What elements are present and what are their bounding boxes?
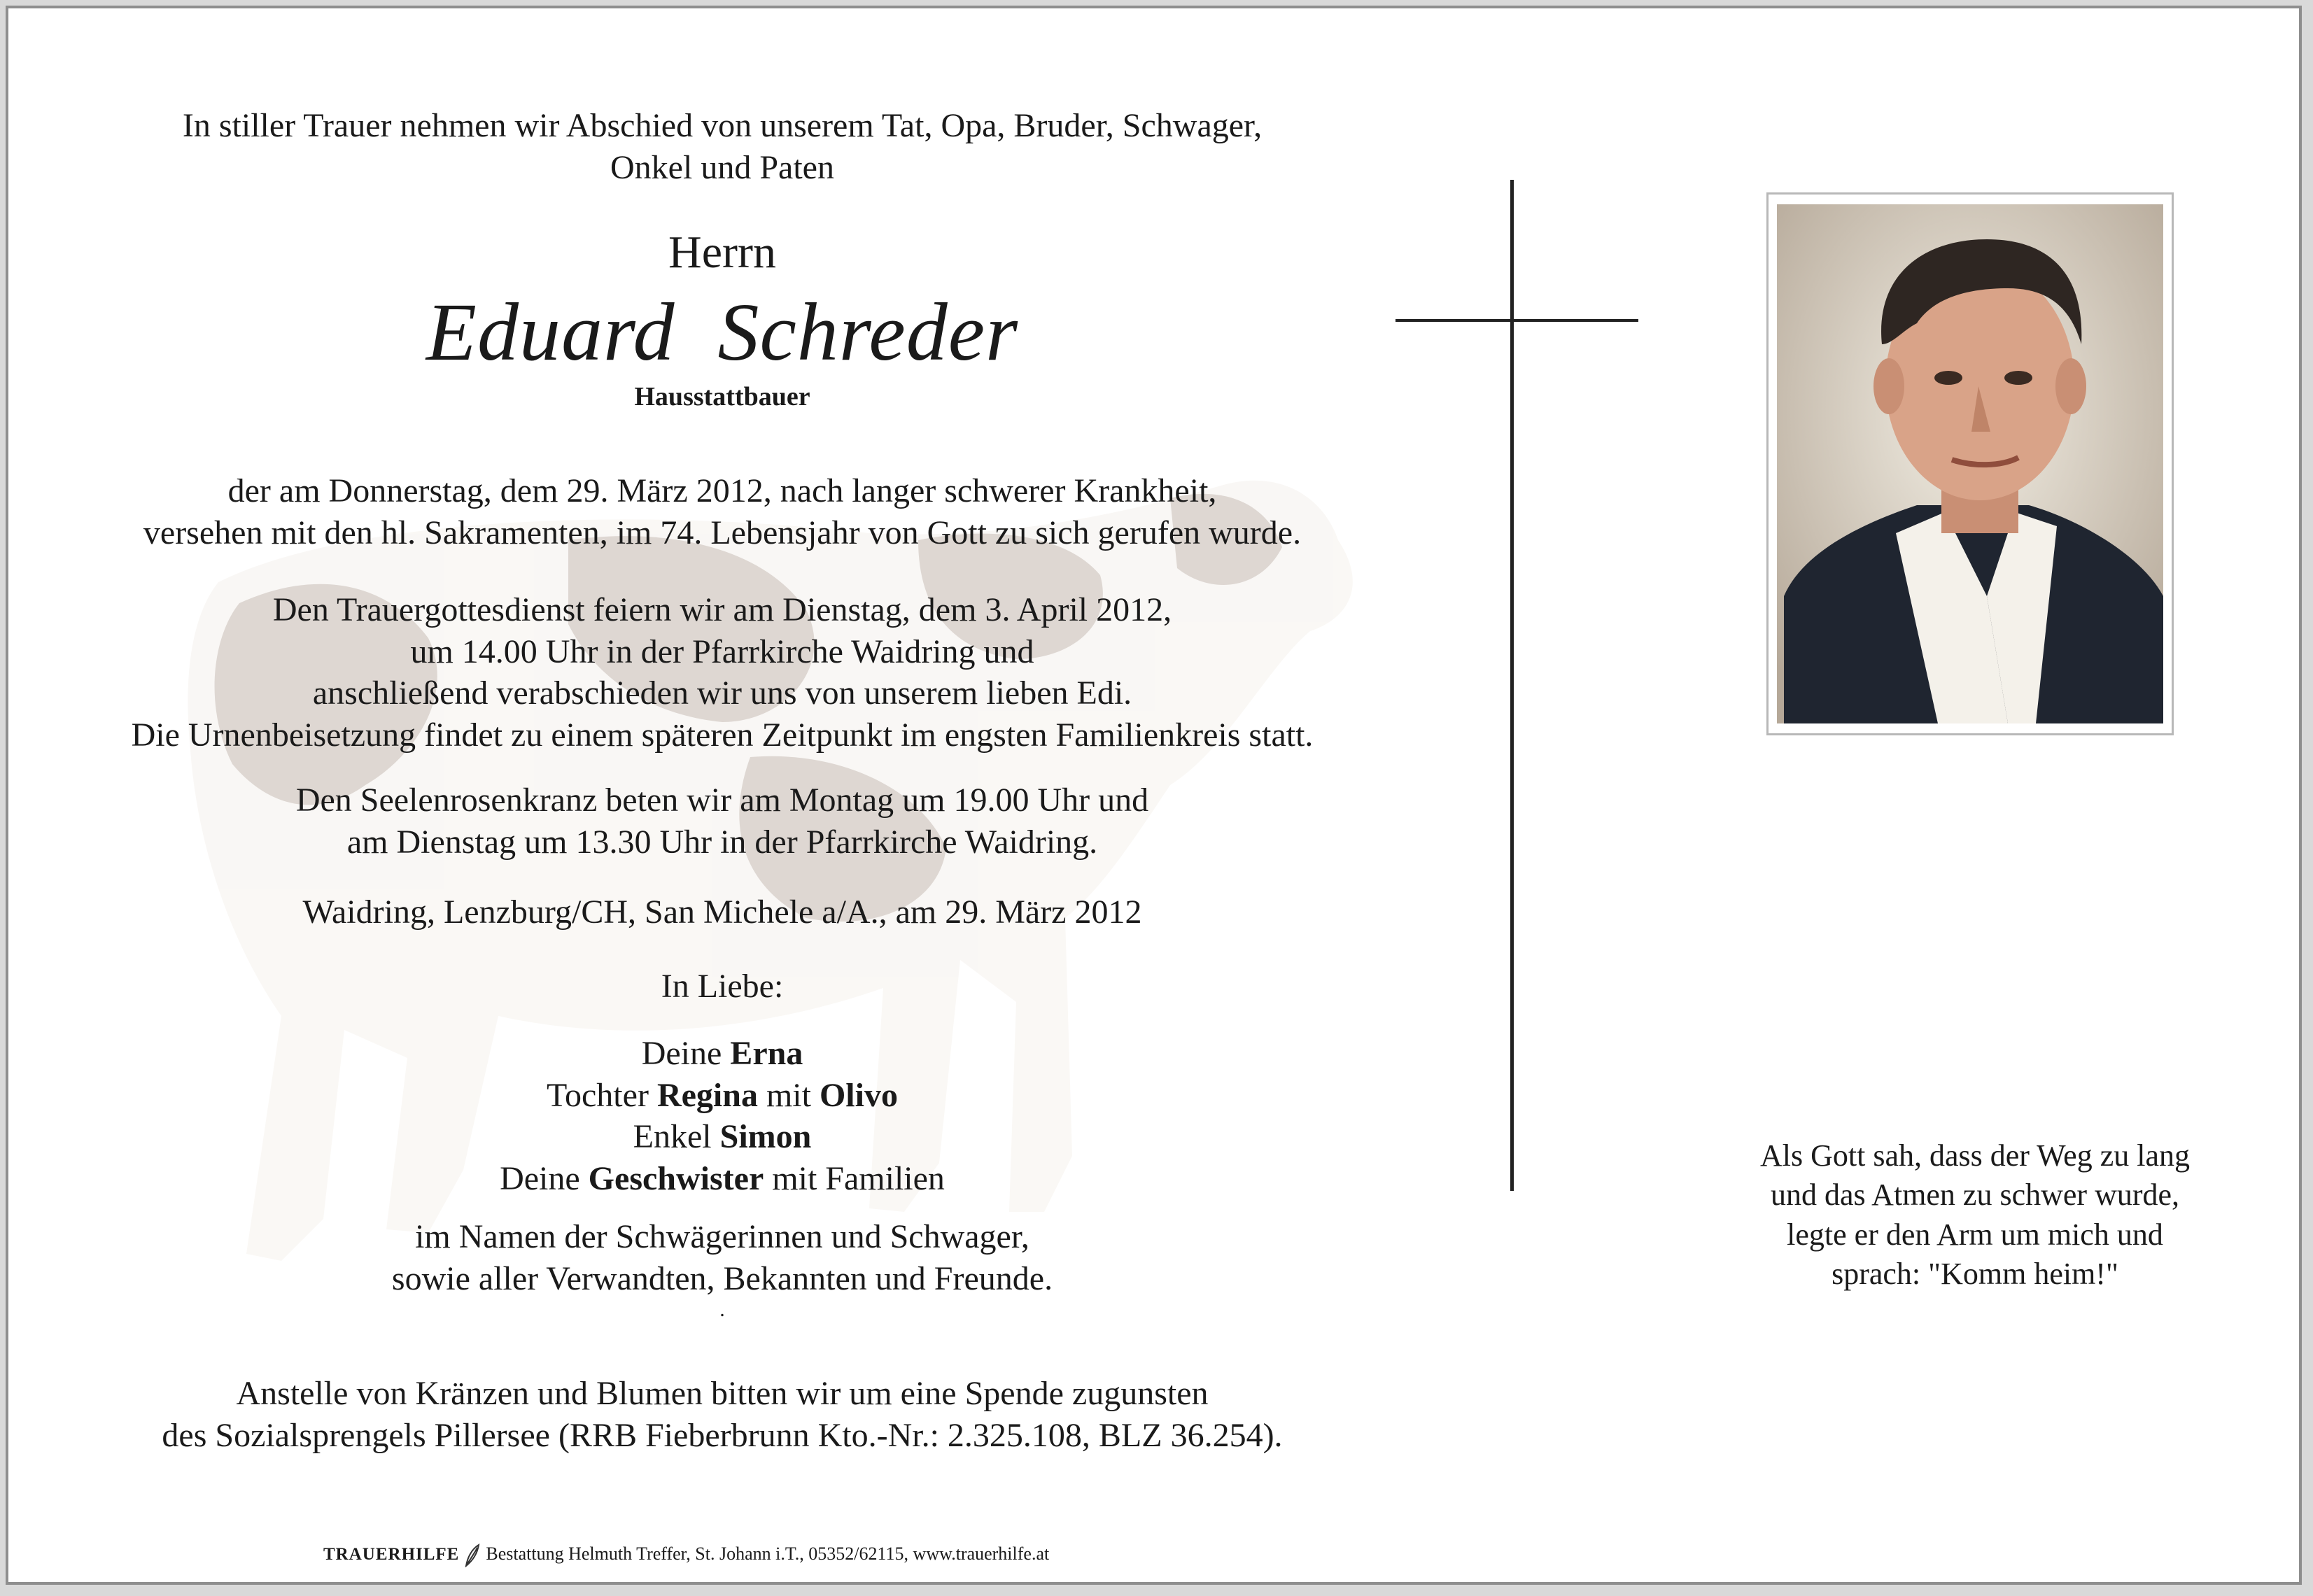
in-love-heading: In Liebe:: [661, 968, 784, 1005]
obituary-card: [6, 6, 2302, 1585]
mourner-line: Tochter Regina mit Olivo: [547, 1076, 898, 1114]
quote-line: legte er den Arm um mich und: [1787, 1217, 2163, 1252]
funeral-home-footer: [323, 1544, 1049, 1567]
rosary-line: Den Seelenrosenkranz beten wir am Montag um 19.00 Uhr und: [295, 782, 1149, 819]
quote-line: Als Gott sah, dass der Weg zu lang: [1760, 1138, 2190, 1173]
service-line: um 14.00 Uhr in der Pfarrkirche Waidring und: [410, 633, 1034, 670]
rosary-info: [8, 779, 1436, 863]
mourner-line: Deine Erna: [641, 1035, 803, 1072]
mourners-list: [8, 1033, 1436, 1199]
service-line: Die Urnenbeisetzung findet zu einem späteren Zeitpunkt im engsten Familienkreis statt.: [131, 716, 1314, 754]
mourner-name: Simon: [719, 1118, 812, 1156]
occupation: Hausstattbauer: [634, 382, 810, 411]
place-date: Waidring, Lenzburg/CH, San Michele a/A., am 29. März 2012: [302, 894, 1142, 931]
death-notice-line: versehen mit den hl. Sakramenten, im 74. Lebensjahr von Gott zu sich gerufen wurde.: [143, 514, 1302, 551]
death-notice: [8, 470, 1436, 553]
cross-horizontal: [1395, 319, 1638, 322]
mourner-line: Enkel Simon: [633, 1118, 812, 1156]
service-line: anschließend verabschieden wir uns von unserem lieben Edi.: [312, 675, 1132, 712]
death-notice-line: der am Donnerstag, dem 29. März 2012, nach langer schwerer Krankheit,: [227, 472, 1217, 509]
donation-line: Anstelle von Kränzen und Blumen bitten wir um eine Spende zugunsten: [236, 1375, 1209, 1412]
donation-request: [8, 1373, 1436, 1456]
mourner-name: Erna: [730, 1035, 803, 1072]
portrait-photo: [1777, 204, 2163, 723]
portrait-image: [1777, 204, 2163, 723]
donation-line: des Sozialsprengels Pillersee (RRB Fieberbrunn Kto.-Nr.: 2.325.108, BLZ 36.254).: [162, 1416, 1283, 1454]
quote-line: sprach: "Komm heim!": [1832, 1256, 2118, 1291]
relatives-line: sowie aller Verwandten, Bekannten und Freunde.: [391, 1259, 1053, 1297]
closing-quote: [1709, 1136, 2241, 1294]
funeral-service: [8, 589, 1436, 756]
cross-vertical: [1510, 180, 1514, 1191]
intro-line: Onkel und Paten: [610, 148, 834, 186]
leaf-icon: [463, 1544, 481, 1567]
mourner-name: Geschwister: [588, 1159, 764, 1197]
portrait-frame: [1766, 192, 2174, 735]
intro-line: In stiller Trauer nehmen wir Abschied von unserem Tat, Opa, Bruder, Schwager,: [182, 107, 1263, 144]
relatives-line: im Namen der Schwägerinnen und Schwager,: [415, 1218, 1029, 1255]
mourner-name: Regina: [656, 1076, 758, 1114]
footer-brand: TRAUERHILFE: [323, 1545, 460, 1564]
salutation: Herrn: [668, 227, 776, 278]
rosary-line: am Dienstag um 13.30 Uhr in der Pfarrkirche Waidring.: [346, 823, 1098, 861]
relatives-line: .: [719, 1298, 725, 1322]
deceased-name: Eduard Schreder: [426, 286, 1019, 378]
footer-text: Bestattung Helmuth Treffer, St. Johann i.T., 05352/62115, www.trauerhilfe.at: [486, 1544, 1050, 1564]
quote-line: und das Atmen zu schwer wurde,: [1770, 1178, 2180, 1213]
mourner-name: Olivo: [819, 1076, 898, 1114]
service-line: Den Trauergottesdienst feiern wir am Dienstag, dem 3. April 2012,: [272, 591, 1172, 628]
mourner-line: Deine Geschwister mit Familien: [500, 1159, 945, 1197]
relatives-text: [8, 1216, 1436, 1320]
intro-text: [8, 105, 1436, 188]
